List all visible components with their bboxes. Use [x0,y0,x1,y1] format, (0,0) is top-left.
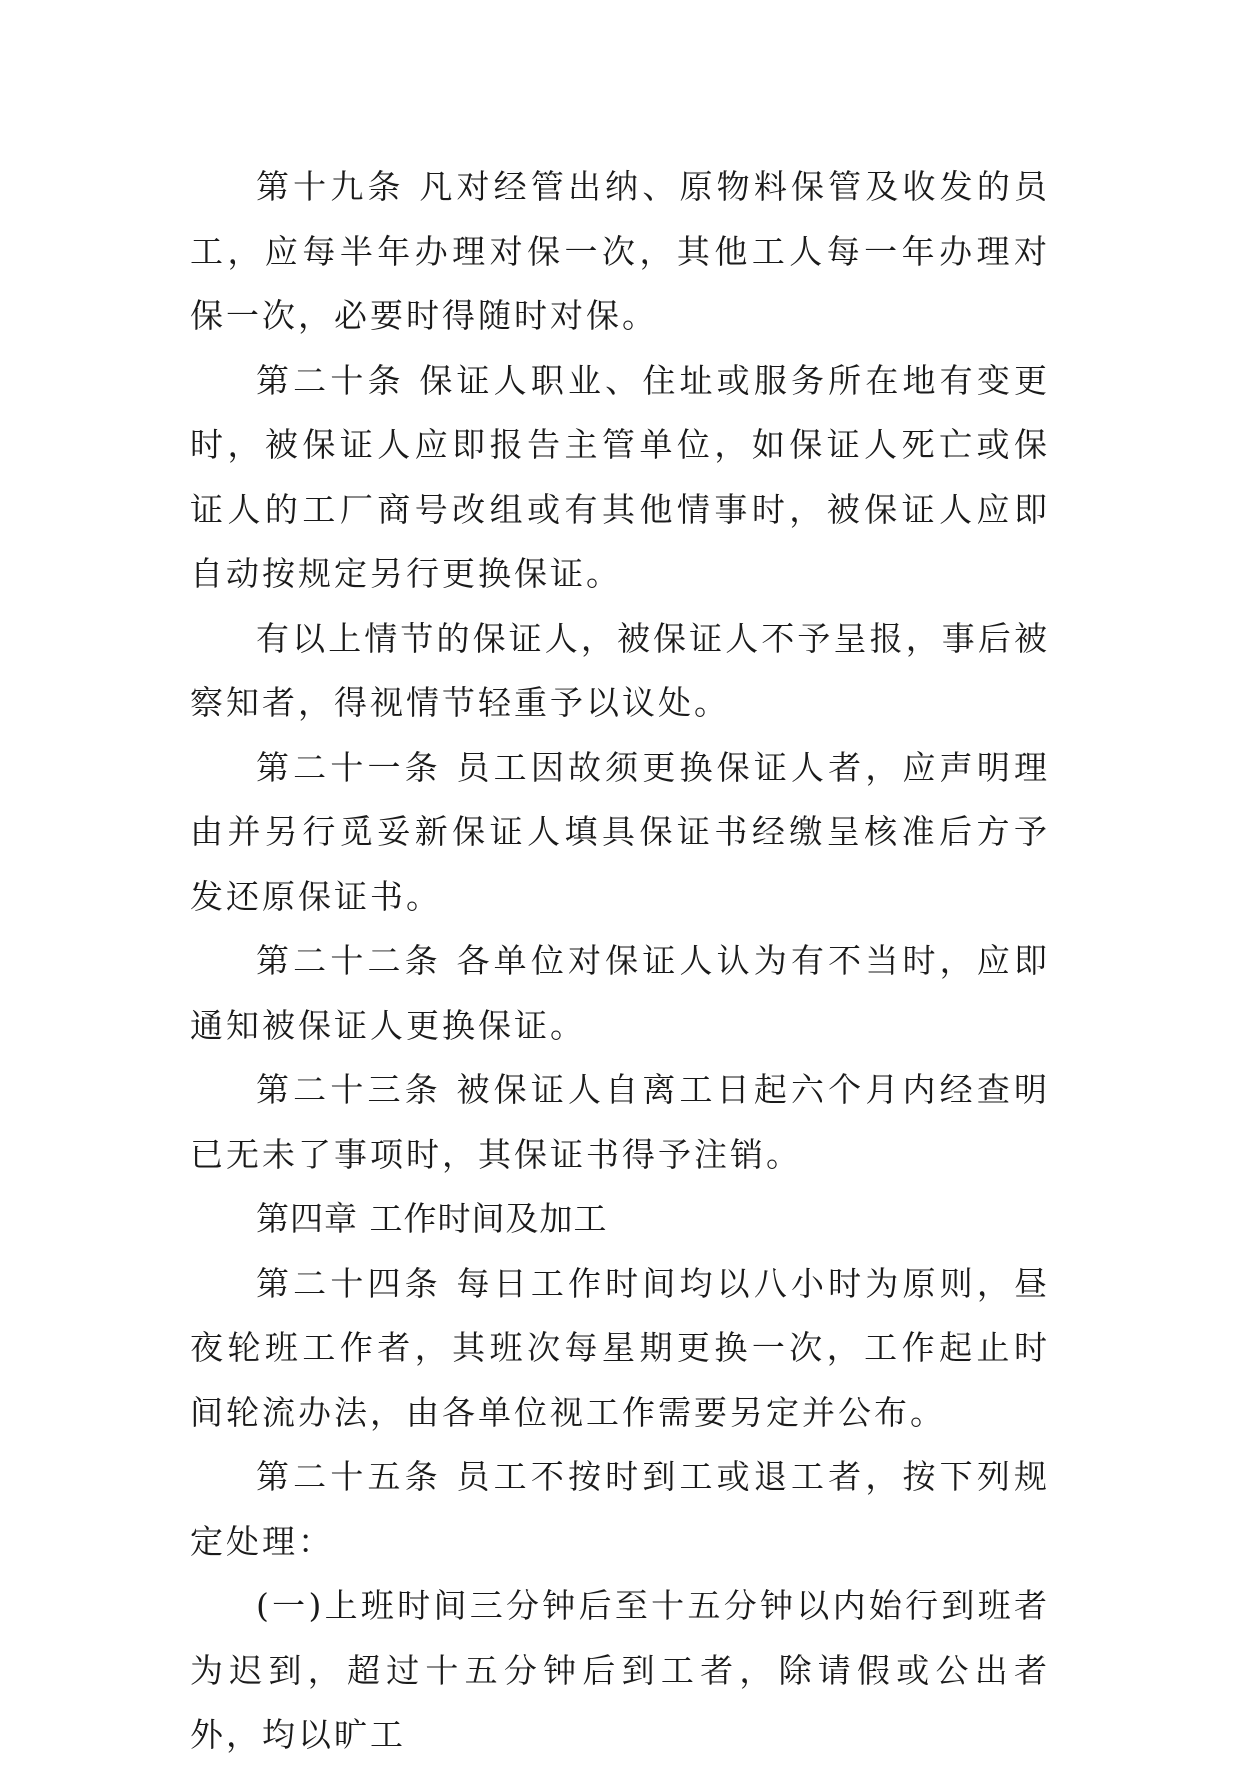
article-24: 第二十四条 每日工作时间均以八小时为原则，昼夜轮班工作者，其班次每星期更换一次，工作起止时间轮流办法，由各单位视工作需要另定并公布。 [190,1263,1050,1432]
article-25-item-1: (一)上班时间三分钟后至十五分钟以内始行到班者为迟到，超过十五分钟后到工者，除请假或公出者外，均以旷工 [190,1586,1050,1754]
chapter-4-heading: 第四章 工作时间及加工 [256,1199,608,1238]
article-25: 第二十五条 员工不按时到工或退工者，按下列规定处理： [190,1457,1050,1561]
article-20-supplement: 有以上情节的保证人，被保证人不予呈报，事后被察知者，得视情节轻重予以议处。 [190,618,1050,722]
document-body [190,155,1050,1768]
article-23: 第二十三条 被保证人自离工日起六个月内经查明已无未了事项时，其保证书得予注销。 [190,1070,1050,1174]
article-20: 第二十条 保证人职业、住址或服务所在地有变更时，被保证人应即报告主管单位，如保证人死亡或保证人的工厂商号改组或有其他情事时，被保证人应即自动按规定另行更换保证。 [190,360,1050,593]
article-22: 第二十二条 各单位对保证人认为有不当时，应即通知被保证人更换保证。 [190,941,1050,1045]
article-19: 第十九条 凡对经管出纳、原物料保管及收发的员工，应每半年办理对保一次，其他工人每一年办理对保一次，必要时得随时对保。 [190,167,1050,335]
article-21: 第二十一条 员工因故须更换保证人者，应声明理由并另行觅妥新保证人填具保证书经缴呈核准后方予发还原保证书。 [190,747,1050,916]
